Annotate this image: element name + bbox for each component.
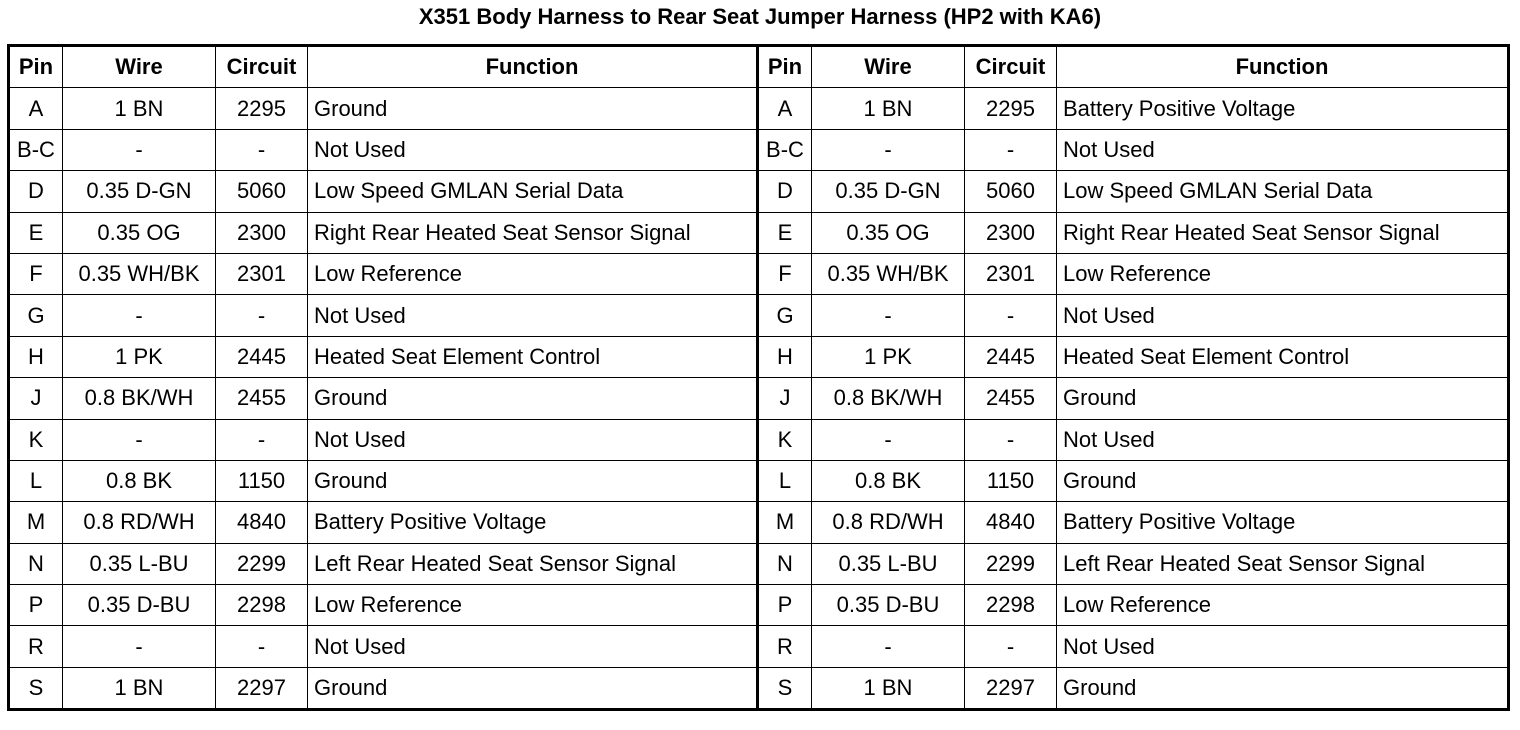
wire-cell: 0.8 BK bbox=[812, 460, 965, 501]
wire-cell: 0.35 L-BU bbox=[63, 543, 216, 584]
pin-cell: P bbox=[758, 585, 812, 626]
table-row bbox=[9, 129, 1509, 170]
pin-cell: M bbox=[9, 502, 63, 543]
wire-cell: 1 PK bbox=[63, 336, 216, 377]
function-cell: Ground bbox=[308, 667, 758, 709]
function-cell: Ground bbox=[308, 378, 758, 419]
pin-cell: G bbox=[9, 295, 63, 336]
wire-cell: 1 BN bbox=[63, 88, 216, 129]
pin-cell: R bbox=[758, 626, 812, 667]
circuit-cell: 5060 bbox=[216, 171, 308, 212]
circuit-cell: - bbox=[216, 419, 308, 460]
function-cell: Not Used bbox=[308, 129, 758, 170]
circuit-cell: - bbox=[216, 626, 308, 667]
function-cell: Not Used bbox=[308, 419, 758, 460]
pin-cell: N bbox=[758, 543, 812, 584]
wire-cell: - bbox=[63, 419, 216, 460]
wire-cell: 0.35 D-GN bbox=[63, 171, 216, 212]
table-row bbox=[9, 88, 1509, 129]
wire-cell: - bbox=[812, 419, 965, 460]
function-cell: Battery Positive Voltage bbox=[1057, 88, 1509, 129]
wire-cell: 0.8 BK bbox=[63, 460, 216, 501]
wire-cell: - bbox=[63, 626, 216, 667]
pin-cell: F bbox=[758, 253, 812, 294]
function-cell: Not Used bbox=[308, 626, 758, 667]
wire-cell: - bbox=[812, 626, 965, 667]
pin-cell: J bbox=[9, 378, 63, 419]
pin-cell: A bbox=[9, 88, 63, 129]
wire-cell: - bbox=[63, 129, 216, 170]
table-row bbox=[9, 667, 1509, 709]
wire-cell: - bbox=[63, 295, 216, 336]
circuit-cell: 2455 bbox=[216, 378, 308, 419]
wire-cell: 0.35 WH/BK bbox=[63, 253, 216, 294]
header-pin: Pin bbox=[9, 46, 63, 88]
function-cell: Not Used bbox=[1057, 626, 1509, 667]
pin-cell: N bbox=[9, 543, 63, 584]
pin-cell: K bbox=[9, 419, 63, 460]
circuit-cell: 2295 bbox=[216, 88, 308, 129]
pin-cell: G bbox=[758, 295, 812, 336]
circuit-cell: 1150 bbox=[965, 460, 1057, 501]
pin-cell: S bbox=[9, 667, 63, 709]
circuit-cell: 4840 bbox=[965, 502, 1057, 543]
wire-cell: 1 PK bbox=[812, 336, 965, 377]
function-cell: Not Used bbox=[1057, 295, 1509, 336]
function-cell: Ground bbox=[1057, 378, 1509, 419]
circuit-cell: - bbox=[965, 129, 1057, 170]
wire-cell: 0.35 D-BU bbox=[63, 585, 216, 626]
circuit-cell: 2445 bbox=[965, 336, 1057, 377]
wire-cell: 0.35 L-BU bbox=[812, 543, 965, 584]
table-row bbox=[9, 419, 1509, 460]
function-cell: Right Rear Heated Seat Sensor Signal bbox=[1057, 212, 1509, 253]
function-cell: Ground bbox=[308, 460, 758, 501]
function-cell: Heated Seat Element Control bbox=[1057, 336, 1509, 377]
header-function: Function bbox=[1057, 46, 1509, 88]
wire-cell: 0.8 RD/WH bbox=[812, 502, 965, 543]
circuit-cell: 2297 bbox=[216, 667, 308, 709]
table-row bbox=[9, 171, 1509, 212]
document-title: X351 Body Harness to Rear Seat Jumper Harness (HP2 with KA6) bbox=[418, 4, 1102, 29]
circuit-cell: 2301 bbox=[965, 253, 1057, 294]
pin-cell: M bbox=[758, 502, 812, 543]
pin-cell: P bbox=[9, 585, 63, 626]
pin-cell: D bbox=[9, 171, 63, 212]
circuit-cell: 4840 bbox=[216, 502, 308, 543]
table-row bbox=[9, 253, 1509, 294]
circuit-cell: 2295 bbox=[965, 88, 1057, 129]
function-cell: Low Reference bbox=[1057, 253, 1509, 294]
function-cell: Ground bbox=[1057, 460, 1509, 501]
function-cell: Battery Positive Voltage bbox=[1057, 502, 1509, 543]
pin-cell: F bbox=[9, 253, 63, 294]
function-cell: Ground bbox=[308, 88, 758, 129]
pin-cell: R bbox=[9, 626, 63, 667]
pin-cell: H bbox=[758, 336, 812, 377]
wire-cell: 1 BN bbox=[63, 667, 216, 709]
circuit-cell: - bbox=[216, 129, 308, 170]
circuit-cell: - bbox=[965, 419, 1057, 460]
header-row bbox=[9, 46, 1509, 88]
wire-cell: 0.35 WH/BK bbox=[812, 253, 965, 294]
table-row bbox=[9, 585, 1509, 626]
circuit-cell: 2299 bbox=[965, 543, 1057, 584]
table-row bbox=[9, 502, 1509, 543]
function-cell: Not Used bbox=[1057, 419, 1509, 460]
pin-cell: B-C bbox=[9, 129, 63, 170]
wire-cell: 0.8 BK/WH bbox=[812, 378, 965, 419]
header-wire: Wire bbox=[812, 46, 965, 88]
pin-cell: J bbox=[758, 378, 812, 419]
header-circuit: Circuit bbox=[965, 46, 1057, 88]
header-wire: Wire bbox=[63, 46, 216, 88]
header-function: Function bbox=[308, 46, 758, 88]
circuit-cell: 2297 bbox=[965, 667, 1057, 709]
function-cell: Left Rear Heated Seat Sensor Signal bbox=[1057, 543, 1509, 584]
circuit-cell: 2300 bbox=[216, 212, 308, 253]
pin-cell: E bbox=[9, 212, 63, 253]
table-row bbox=[9, 626, 1509, 667]
pin-cell: L bbox=[758, 460, 812, 501]
wire-cell: - bbox=[812, 295, 965, 336]
pin-cell: D bbox=[758, 171, 812, 212]
pin-cell: L bbox=[9, 460, 63, 501]
pin-cell: A bbox=[758, 88, 812, 129]
table-row bbox=[9, 212, 1509, 253]
header-pin: Pin bbox=[758, 46, 812, 88]
pin-cell: E bbox=[758, 212, 812, 253]
circuit-cell: 2298 bbox=[965, 585, 1057, 626]
circuit-cell: 2445 bbox=[216, 336, 308, 377]
table-row bbox=[9, 336, 1509, 377]
pin-cell: S bbox=[758, 667, 812, 709]
wire-cell: 0.35 OG bbox=[63, 212, 216, 253]
function-cell: Not Used bbox=[1057, 129, 1509, 170]
pin-cell: B-C bbox=[758, 129, 812, 170]
wire-cell: 1 BN bbox=[812, 667, 965, 709]
wire-cell: 0.35 OG bbox=[812, 212, 965, 253]
function-cell: Right Rear Heated Seat Sensor Signal bbox=[308, 212, 758, 253]
circuit-cell: 2301 bbox=[216, 253, 308, 294]
table-row bbox=[9, 295, 1509, 336]
table-row bbox=[9, 378, 1509, 419]
circuit-cell: - bbox=[965, 626, 1057, 667]
wire-cell: 0.35 D-GN bbox=[812, 171, 965, 212]
function-cell: Low Reference bbox=[308, 585, 758, 626]
table-row bbox=[9, 543, 1509, 584]
circuit-cell: 5060 bbox=[965, 171, 1057, 212]
function-cell: Left Rear Heated Seat Sensor Signal bbox=[308, 543, 758, 584]
circuit-cell: 1150 bbox=[216, 460, 308, 501]
wire-cell: 0.8 BK/WH bbox=[63, 378, 216, 419]
circuit-cell: 2298 bbox=[216, 585, 308, 626]
function-cell: Ground bbox=[1057, 667, 1509, 709]
pin-cell: H bbox=[9, 336, 63, 377]
circuit-cell: 2455 bbox=[965, 378, 1057, 419]
function-cell: Heated Seat Element Control bbox=[308, 336, 758, 377]
wire-cell: 0.8 RD/WH bbox=[63, 502, 216, 543]
wire-cell: 0.35 D-BU bbox=[812, 585, 965, 626]
circuit-cell: - bbox=[965, 295, 1057, 336]
function-cell: Battery Positive Voltage bbox=[308, 502, 758, 543]
wire-cell: 1 BN bbox=[812, 88, 965, 129]
function-cell: Low Speed GMLAN Serial Data bbox=[1057, 171, 1509, 212]
circuit-cell: - bbox=[216, 295, 308, 336]
function-cell: Low Speed GMLAN Serial Data bbox=[308, 171, 758, 212]
circuit-cell: 2299 bbox=[216, 543, 308, 584]
function-cell: Low Reference bbox=[1057, 585, 1509, 626]
function-cell: Not Used bbox=[308, 295, 758, 336]
wire-cell: - bbox=[812, 129, 965, 170]
pin-cell: K bbox=[758, 419, 812, 460]
table-row bbox=[9, 460, 1509, 501]
connector-pinout-table bbox=[7, 44, 1510, 711]
header-circuit: Circuit bbox=[216, 46, 308, 88]
circuit-cell: 2300 bbox=[965, 212, 1057, 253]
function-cell: Low Reference bbox=[308, 253, 758, 294]
